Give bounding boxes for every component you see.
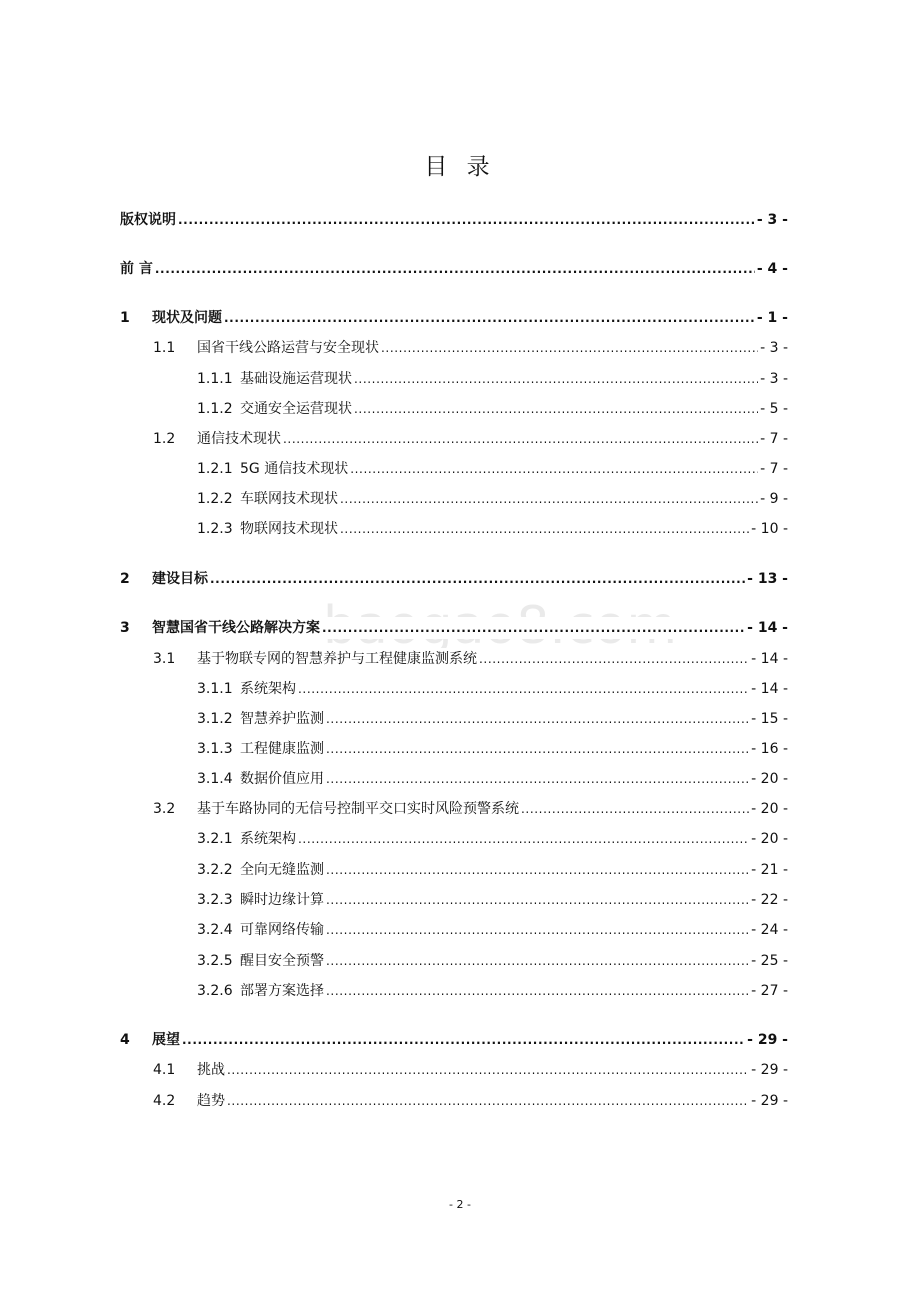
toc-entry-3-1[interactable]: [120, 648, 788, 670]
toc-entry-3-2[interactable]: [120, 798, 788, 820]
toc-entry-page: - 10 -: [751, 521, 788, 537]
toc-entry-page: - 24 -: [751, 922, 788, 938]
toc-entry-page: - 3 -: [760, 340, 788, 356]
toc-entry-page: - 14 -: [747, 620, 788, 636]
toc-entry-label: 版权说明: [120, 212, 176, 228]
dot-leader: [326, 738, 749, 760]
toc-entry-1-2-1[interactable]: [120, 458, 788, 480]
dot-leader: [326, 768, 749, 790]
toc-entry-1-1[interactable]: [120, 337, 788, 359]
toc-entry-label: 部署方案选择: [240, 983, 324, 999]
dot-leader: [210, 568, 745, 590]
toc-entry-number: 3.1: [153, 651, 176, 667]
dot-leader: [326, 889, 749, 911]
toc-entry-number: 1.1.2: [197, 401, 233, 417]
toc-entry-number: 3.2.2: [197, 862, 233, 878]
toc-entry-label: 醒目安全预警: [240, 953, 324, 969]
toc-entry-number: 1.2.3: [197, 521, 233, 537]
toc-entry-label: 挑战: [197, 1062, 225, 1078]
dot-leader: [354, 368, 758, 390]
toc-entry-label: 前 言: [120, 261, 153, 277]
dot-leader: [326, 950, 749, 972]
toc-entry-page: - 20 -: [751, 771, 788, 787]
toc-entry-4-1[interactable]: [120, 1059, 788, 1081]
toc-entry-4[interactable]: [120, 1029, 788, 1051]
toc-entry-number: 3.2.4: [197, 922, 233, 938]
toc-entry-label: 基于物联专网的智慧养护与工程健康监测系统: [197, 651, 477, 667]
dot-leader: [182, 1029, 745, 1051]
toc-entry-3-2-3[interactable]: [120, 889, 788, 911]
dot-leader: [479, 648, 749, 670]
toc-entry-page: - 14 -: [751, 681, 788, 697]
toc-entry-number: 2: [120, 571, 130, 587]
dot-leader: [326, 980, 749, 1002]
toc-entry-1-2-2[interactable]: [120, 488, 788, 510]
toc-entry-number: 3.2.1: [197, 831, 233, 847]
toc-entry-page: - 29 -: [747, 1032, 788, 1048]
toc-entry-1-1-1[interactable]: [120, 368, 788, 390]
toc-entry-page: - 27 -: [751, 983, 788, 999]
toc-entry-3-1-2[interactable]: [120, 708, 788, 730]
toc-entry-number: 3.1.3: [197, 741, 233, 757]
dot-leader: [322, 617, 745, 639]
toc-entry-number: 1: [120, 310, 130, 326]
toc-entry-label: 智慧养护监测: [240, 711, 324, 727]
toc-entry-label: 现状及问题: [152, 310, 222, 326]
toc-entry-1-1-2[interactable]: [120, 398, 788, 420]
dot-leader: [224, 307, 755, 329]
toc-entry-3-2-4[interactable]: [120, 919, 788, 941]
dot-leader: [178, 209, 755, 231]
toc-entry-label: 车联网技术现状: [240, 491, 338, 507]
toc-entry-label: 展望: [152, 1032, 180, 1048]
toc-entry-label: 可靠网络传输: [240, 922, 324, 938]
toc-entry-page: - 20 -: [751, 801, 788, 817]
dot-leader: [340, 488, 758, 510]
toc-entry-number: 3: [120, 620, 130, 636]
toc-entry-page: - 7 -: [760, 431, 788, 447]
toc-entry-number: 1.2.2: [197, 491, 233, 507]
dot-leader: [521, 798, 749, 820]
toc-entry-label: 建设目标: [152, 571, 208, 587]
toc-entry-copyright[interactable]: [120, 209, 788, 231]
toc-entry-1-2[interactable]: [120, 428, 788, 450]
toc-entry-page: - 20 -: [751, 831, 788, 847]
dot-leader: [283, 428, 758, 450]
dot-leader: [227, 1090, 749, 1112]
toc-entry-label: 数据价值应用: [240, 771, 324, 787]
dot-leader: [155, 258, 755, 280]
toc-entry-number: 1.2.1: [197, 461, 233, 477]
toc-entry-2[interactable]: [120, 568, 788, 590]
toc-entry-3-2-1[interactable]: [120, 828, 788, 850]
toc-entry-label: 工程健康监测: [240, 741, 324, 757]
toc-entry-1[interactable]: [120, 307, 788, 329]
toc-entry-3-1-1[interactable]: [120, 678, 788, 700]
dot-leader: [354, 398, 758, 420]
toc-entry-label: 基于车路协同的无信号控制平交口实时风险预警系统: [197, 801, 519, 817]
toc-entry-label: 物联网技术现状: [240, 521, 338, 537]
toc-entry-number: 3.1.4: [197, 771, 233, 787]
toc-entry-3-2-5[interactable]: [120, 950, 788, 972]
toc-entry-page: - 3 -: [756, 212, 788, 228]
toc-entry-page: - 29 -: [751, 1093, 788, 1109]
toc-entry-3-2-6[interactable]: [120, 980, 788, 1002]
toc-entry-label: 交通安全运营现状: [240, 401, 352, 417]
toc-entry-page: - 7 -: [760, 461, 788, 477]
toc-entry-number: 3.1.1: [197, 681, 233, 697]
toc-entry-page: - 13 -: [747, 571, 788, 587]
toc-entry-page: - 25 -: [751, 953, 788, 969]
toc-entry-3-1-4[interactable]: [120, 768, 788, 790]
toc-entry-number: 4.2: [153, 1093, 176, 1109]
toc-entry-page: - 5 -: [760, 401, 788, 417]
toc-entry-number: 3.2.3: [197, 892, 233, 908]
toc-entry-number: 4: [120, 1032, 130, 1048]
toc-entry-label: 通信技术现状: [197, 431, 281, 447]
toc-entry-page: - 1 -: [756, 310, 788, 326]
toc-entry-label: 5G 通信技术现状: [240, 461, 349, 477]
toc-entry-page: - 3 -: [760, 371, 788, 387]
dot-leader: [298, 678, 749, 700]
toc-entry-page: - 4 -: [756, 261, 788, 277]
toc-entry-label: 智慧国省干线公路解决方案: [152, 620, 320, 636]
toc-entry-1-2-3[interactable]: [120, 518, 788, 540]
toc-entry-label: 基础设施运营现状: [240, 371, 352, 387]
dot-leader: [298, 828, 749, 850]
toc-entry-number: 3.1.2: [197, 711, 233, 727]
toc-entry-preface[interactable]: [120, 258, 788, 280]
toc-entry-label: 系统架构: [240, 831, 296, 847]
toc-entry-3-1-3[interactable]: [120, 738, 788, 760]
dot-leader: [326, 708, 749, 730]
toc-entry-number: 1.2: [153, 431, 176, 447]
toc-entry-number: 3.2.6: [197, 983, 233, 999]
dot-leader: [227, 1059, 749, 1081]
toc-entry-label: 国省干线公路运营与安全现状: [197, 340, 379, 356]
toc-entry-label: 全向无缝监测: [240, 862, 324, 878]
toc-entry-page: - 15 -: [751, 711, 788, 727]
dot-leader: [350, 458, 758, 480]
toc-entry-page: - 9 -: [760, 491, 788, 507]
toc-entry-4-2[interactable]: [120, 1090, 788, 1112]
toc-entry-page: - 29 -: [751, 1062, 788, 1078]
page-number-footer: - 2 -: [449, 1198, 471, 1211]
toc-entry-number: 3.2: [153, 801, 176, 817]
toc-entry-label: 系统架构: [240, 681, 296, 697]
toc-entry-number: 3.2.5: [197, 953, 233, 969]
toc-entry-3[interactable]: [120, 617, 788, 639]
toc-entry-page: - 16 -: [751, 741, 788, 757]
toc-entry-3-2-2[interactable]: [120, 859, 788, 881]
toc-entry-label: 瞬时边缘计算: [240, 892, 324, 908]
dot-leader: [326, 919, 749, 941]
toc-entry-page: - 21 -: [751, 862, 788, 878]
toc-entry-number: 4.1: [153, 1062, 176, 1078]
toc-entry-page: - 14 -: [751, 651, 788, 667]
toc-entry-number: 1.1: [153, 340, 176, 356]
dot-leader: [326, 859, 749, 881]
toc-entry-label: 趋势: [197, 1093, 225, 1109]
dot-leader: [340, 518, 749, 540]
dot-leader: [381, 337, 758, 359]
toc-entry-number: 1.1.1: [197, 371, 233, 387]
toc-entry-page: - 22 -: [751, 892, 788, 908]
page-title: 目 录: [424, 154, 496, 180]
